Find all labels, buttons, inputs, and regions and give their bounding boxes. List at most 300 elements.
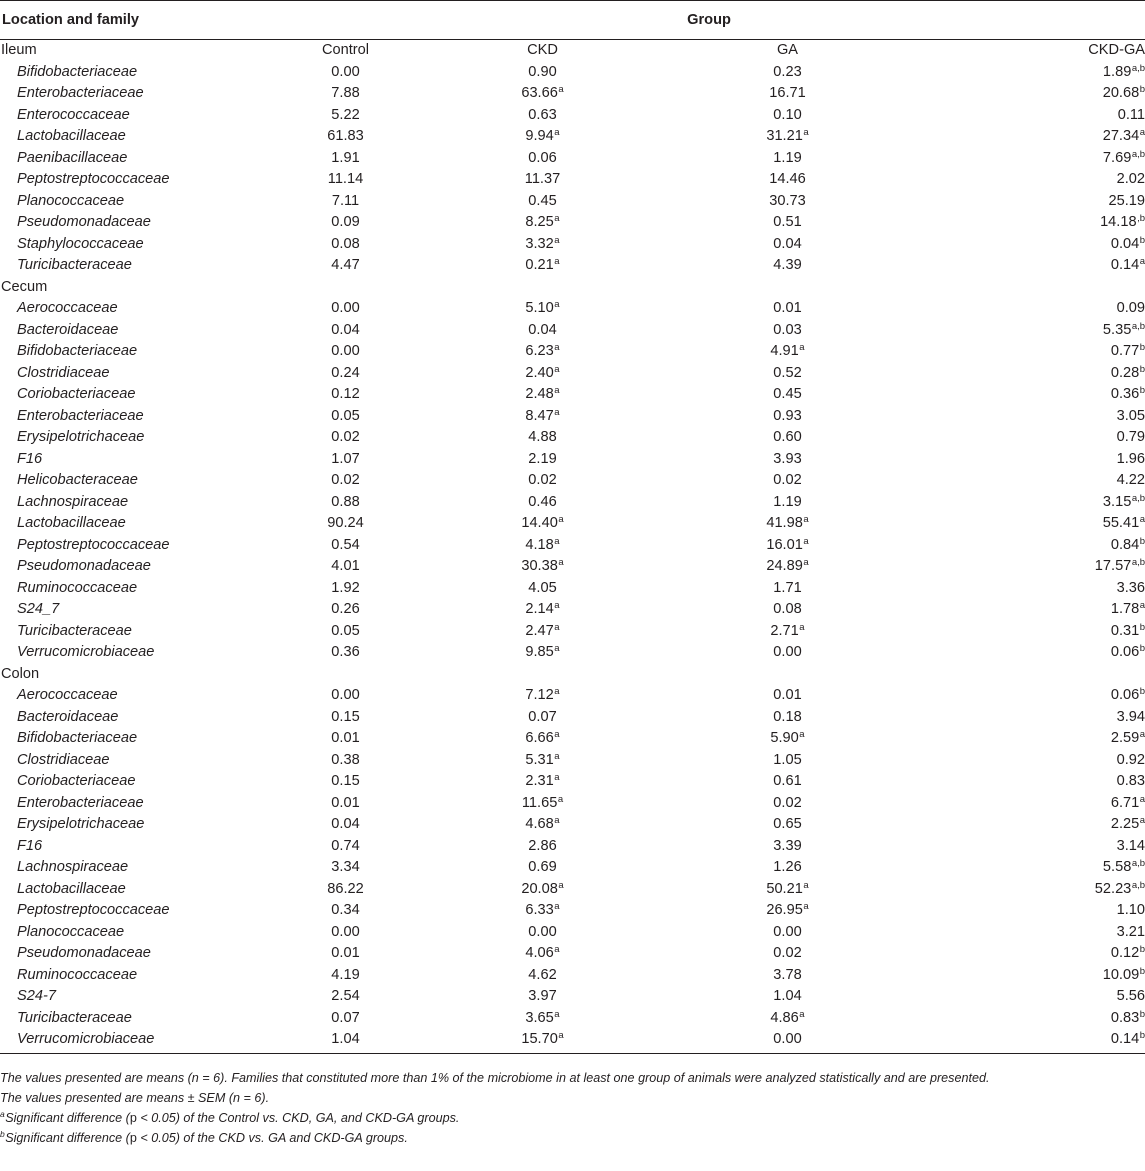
table-row (0, 126, 1145, 148)
value-ga (665, 126, 910, 148)
significance-marker: a (554, 901, 560, 912)
family-name: Turicibacteraceae (17, 622, 132, 639)
value-ckd (420, 771, 665, 793)
value-ga (665, 707, 910, 729)
value-ckd-ga (910, 470, 1145, 492)
value-number: 2.31 (525, 773, 554, 789)
value-number: 0.28 (1110, 364, 1140, 381)
value-number: 7.69 (1102, 149, 1132, 166)
significance-marker: a (558, 84, 564, 95)
value-number: 0.09 (331, 214, 360, 230)
value-number: 86.22 (327, 880, 364, 897)
significance-marker: a (554, 213, 560, 224)
value-ckd-ga (910, 191, 1145, 213)
table-row (0, 879, 1145, 901)
table-row (0, 384, 1145, 406)
value-ckd (420, 191, 665, 213)
value-ckd (420, 105, 665, 127)
value-number: 0.02 (331, 429, 360, 445)
significance-marker: b (1139, 965, 1145, 977)
value-ga (665, 1029, 910, 1054)
family-name: F16 (17, 837, 43, 854)
value-ckd-ga (910, 599, 1145, 621)
family-name: Bifidobacteriaceae (17, 63, 138, 80)
value-ga (665, 212, 910, 234)
value-number: 1.91 (331, 149, 360, 166)
table-row (0, 427, 1145, 449)
value-ckd-ga (910, 406, 1145, 428)
value-ckd-ga (910, 62, 1145, 84)
value-number: 3.32 (525, 235, 554, 252)
table-row (0, 535, 1145, 557)
value-ckd (420, 814, 665, 836)
value-number: 27.34 (1102, 128, 1140, 144)
value-number: 0.12 (1110, 945, 1140, 961)
significance-marker: b (1139, 342, 1145, 353)
value-ckd-ga (910, 900, 1145, 922)
footnote-b-p: p (129, 1131, 137, 1145)
value-number: 1.92 (331, 579, 360, 596)
value-control (271, 148, 420, 170)
value-control (271, 814, 420, 836)
value-number: 6.66 (525, 730, 554, 746)
significance-marker: b (1139, 84, 1145, 95)
value-number: 8.47 (525, 407, 554, 424)
value-ckd-ga (910, 793, 1145, 815)
value-number: 4.88 (528, 429, 557, 445)
significance-marker: a (554, 234, 560, 246)
value-number: 0.88 (331, 493, 360, 510)
value-ckd-ga (910, 148, 1145, 170)
table-row (0, 621, 1145, 643)
value-ckd-ga (910, 212, 1145, 234)
value-ga (665, 986, 910, 1008)
column-header-ckd (420, 277, 665, 299)
value-number: 4.01 (331, 558, 360, 574)
value-ckd (420, 341, 665, 363)
family-name: S24-7 (17, 988, 56, 1004)
value-number: 0.54 (331, 536, 360, 553)
value-number: 0.36 (1110, 386, 1140, 402)
significance-marker: a (554, 256, 560, 267)
significance-marker: a,b (1131, 492, 1145, 504)
significance-marker: a (558, 879, 564, 891)
family-name: Clostridiaceae (17, 364, 110, 381)
significance-marker: a (558, 557, 564, 568)
value-ckd (420, 857, 665, 879)
value-control (271, 513, 420, 535)
value-ga (665, 255, 910, 277)
value-ga (665, 62, 910, 84)
value-number: 7.11 (331, 192, 360, 209)
family-name: Staphylococcaceae (17, 235, 144, 252)
value-ga (665, 513, 910, 535)
table-row (0, 750, 1145, 772)
family-name: Pseudomonadaceae (17, 214, 151, 230)
value-ckd (420, 470, 665, 492)
value-number: 1.04 (331, 1031, 360, 1047)
value-number: 9.94 (525, 128, 554, 144)
value-control (271, 879, 420, 901)
significance-marker: a (554, 944, 560, 955)
table-row (0, 556, 1145, 578)
column-header-ckd-ga (910, 277, 1145, 299)
value-ckd-ga (910, 836, 1145, 858)
table-row (0, 685, 1145, 707)
value-ckd-ga (910, 642, 1145, 664)
value-ckd (420, 943, 665, 965)
value-ga (665, 900, 910, 922)
value-number: 41.98 (766, 515, 803, 531)
value-number: 0.45 (528, 192, 557, 209)
table-row (0, 105, 1145, 127)
significance-marker: a (803, 879, 809, 891)
value-number: 0.04 (773, 235, 802, 252)
value-number: 2.02 (1116, 171, 1145, 187)
family-name: Lactobacillaceae (17, 515, 126, 531)
value-control (271, 320, 420, 342)
value-control (271, 836, 420, 858)
significance-marker: a (554, 385, 560, 396)
value-ckd-ga (910, 427, 1145, 449)
table-row (0, 707, 1145, 729)
footnote-means: The values presented are means (n = 6). Families that constituted more than 1% of the microbiome in at least one group of animals were analyzed statistically and are presented. (0, 1071, 990, 1085)
value-number: 3.14 (1116, 837, 1145, 854)
value-control (271, 62, 420, 84)
value-ckd (420, 621, 665, 643)
value-number: 4.39 (773, 257, 802, 273)
significance-marker: a (1139, 793, 1145, 805)
value-ckd (420, 62, 665, 84)
column-header-ga (665, 664, 910, 686)
value-control (271, 621, 420, 643)
significance-marker: a (803, 535, 809, 547)
value-ga (665, 943, 910, 965)
column-header-ckd-ga: CKD-GA (1088, 42, 1145, 58)
value-number: 2.47 (525, 622, 554, 639)
table-footnotes (0, 1068, 1145, 1148)
value-ga (665, 449, 910, 471)
family-name: Ruminococcaceae (17, 579, 138, 596)
value-ga (665, 535, 910, 557)
table-row (0, 470, 1145, 492)
value-control (271, 126, 420, 148)
value-ga (665, 1008, 910, 1030)
value-ckd (420, 363, 665, 385)
significance-marker: a (558, 1030, 564, 1041)
family-name: Turicibacteraceae (17, 1009, 132, 1026)
group-header: Group (271, 1, 1145, 40)
family-name: Bacteroidaceae (17, 708, 119, 725)
value-ga (665, 105, 910, 127)
value-ga (665, 642, 910, 664)
significance-marker: a (799, 621, 805, 633)
value-number: 0.83 (1116, 773, 1145, 789)
table-row (0, 599, 1145, 621)
value-number: 90.24 (327, 515, 364, 531)
value-number: 0.04 (331, 816, 360, 832)
value-ga (665, 793, 910, 815)
table-row (0, 212, 1145, 234)
value-number: 14.46 (769, 171, 806, 187)
value-number: 0.00 (773, 923, 802, 940)
value-ckd (420, 427, 665, 449)
value-number: 4.06 (525, 945, 554, 961)
value-ckd-ga (910, 255, 1145, 277)
section-label: Colon (1, 665, 40, 682)
value-control (271, 212, 420, 234)
table-row (0, 492, 1145, 514)
significance-marker: b (1139, 643, 1145, 654)
family-name: Verrucomicrobiaceae (17, 644, 155, 660)
value-number: 2.40 (525, 364, 554, 381)
value-ckd (420, 320, 665, 342)
table-row (0, 449, 1145, 471)
value-control (271, 363, 420, 385)
significance-marker: a (1139, 127, 1145, 138)
value-number: 0.15 (331, 708, 360, 725)
significance-marker: a (554, 406, 560, 418)
column-header-control: Control (321, 42, 370, 58)
table-row (0, 298, 1145, 320)
family-name: Aerococcaceae (17, 300, 118, 316)
significance-marker: b (1139, 686, 1145, 697)
value-number: 14.40 (521, 515, 558, 531)
family-name: Enterobacteriaceae (17, 85, 144, 101)
value-ckd (420, 449, 665, 471)
value-ckd (420, 728, 665, 750)
value-number: 2.25 (1110, 816, 1140, 832)
value-ckd (420, 169, 665, 191)
value-number: 5.10 (525, 300, 554, 316)
value-ga (665, 320, 910, 342)
value-number: 5.56 (1116, 988, 1145, 1004)
family-name: Clostridiaceae (17, 751, 110, 768)
value-ga (665, 814, 910, 836)
family-name: Bifidobacteriaceae (17, 730, 138, 746)
value-ckd (420, 836, 665, 858)
value-number: 3.05 (1116, 407, 1145, 424)
value-control (271, 922, 420, 944)
value-ckd-ga (910, 943, 1145, 965)
value-control (271, 599, 420, 621)
value-ckd-ga (910, 879, 1145, 901)
value-ckd (420, 255, 665, 277)
value-number: 0.04 (528, 321, 557, 338)
significance-marker: a,b (1131, 557, 1145, 568)
value-number: 0.69 (528, 859, 557, 875)
significance-marker: a (554, 750, 560, 762)
table-row (0, 771, 1145, 793)
value-ckd-ga (910, 814, 1145, 836)
value-number: 4.86 (770, 1009, 799, 1026)
value-control (271, 642, 420, 664)
value-ga (665, 621, 910, 643)
value-number: 0.02 (331, 472, 360, 488)
value-number: 1.71 (773, 579, 802, 596)
value-number: 2.86 (528, 837, 557, 854)
value-number: 0.79 (1116, 429, 1145, 445)
value-ckd-ga (910, 621, 1145, 643)
value-ckd-ga (910, 707, 1145, 729)
value-number: 0.34 (331, 902, 360, 918)
value-ckd-ga (910, 1008, 1145, 1030)
value-ga (665, 685, 910, 707)
column-header-ga (665, 277, 910, 299)
value-ga (665, 556, 910, 578)
value-ckd (420, 406, 665, 428)
family-name: Enterobacteriaceae (17, 407, 144, 424)
significance-marker: a (554, 299, 560, 310)
significance-marker: a (554, 815, 560, 826)
family-name: Pseudomonadaceae (17, 558, 151, 574)
table-row (0, 320, 1145, 342)
value-ckd (420, 492, 665, 514)
value-number: 0.84 (1110, 536, 1140, 553)
significance-marker: a,b (1131, 320, 1145, 332)
table-row (0, 857, 1145, 879)
value-number: 3.15 (1102, 493, 1132, 510)
footnote-a-marker: a (0, 1109, 5, 1119)
value-number: 30.38 (521, 558, 558, 574)
value-ga (665, 384, 910, 406)
significance-marker: a (803, 127, 809, 138)
value-number: 25.19 (1108, 192, 1145, 209)
value-number: 3.21 (1116, 923, 1145, 940)
value-number: 2.14 (525, 601, 554, 617)
value-ckd (420, 707, 665, 729)
value-control (271, 728, 420, 750)
section-row-ileum (0, 40, 1145, 62)
value-number: 0.00 (331, 923, 360, 940)
value-ckd (420, 793, 665, 815)
table-row (0, 814, 1145, 836)
value-number: 2.54 (331, 988, 360, 1004)
value-ckd (420, 922, 665, 944)
value-ga (665, 470, 910, 492)
value-number: 5.90 (770, 730, 799, 746)
value-control (271, 384, 420, 406)
table-row (0, 836, 1145, 858)
significance-marker: a (554, 535, 560, 547)
table-row (0, 234, 1145, 256)
value-ga (665, 363, 910, 385)
value-ckd-ga (910, 169, 1145, 191)
value-ga (665, 492, 910, 514)
value-number: 0.77 (1110, 343, 1140, 359)
footnote-b-text-2: < 0.05) of the CKD vs. GA and CKD-GA groups. (136, 1131, 408, 1145)
value-number: 24.89 (766, 558, 803, 574)
family-name: Enterobacteriaceae (17, 794, 144, 811)
value-ckd (420, 535, 665, 557)
value-number: 4.22 (1116, 472, 1145, 488)
family-name: Bacteroidaceae (17, 321, 119, 338)
value-number: 0.38 (331, 751, 360, 768)
value-ga (665, 191, 910, 213)
value-number: 0.01 (331, 945, 360, 961)
value-number: 0.07 (331, 1009, 360, 1026)
value-number: 0.21 (525, 257, 554, 273)
value-number: 7.88 (331, 85, 360, 101)
value-number: 0.74 (331, 837, 360, 854)
value-number: 0.09 (1116, 300, 1145, 316)
value-number: 61.83 (327, 128, 364, 144)
value-ckd (420, 986, 665, 1008)
table-row (0, 191, 1145, 213)
value-number: 1.19 (773, 493, 802, 510)
value-number: 5.31 (525, 751, 554, 768)
value-number: 0.01 (331, 794, 360, 811)
value-ckd-ga (910, 105, 1145, 127)
value-ckd-ga (910, 363, 1145, 385)
family-name: Verrucomicrobiaceae (0, 1029, 271, 1054)
value-number: 0.01 (331, 730, 360, 746)
value-number: 17.57 (1094, 558, 1132, 574)
table-row (0, 986, 1145, 1008)
value-control (271, 943, 420, 965)
family-name: Planococcaceae (17, 192, 125, 209)
value-ckd-ga (910, 1029, 1145, 1054)
table-row (0, 363, 1145, 385)
value-control (271, 750, 420, 772)
table-row (0, 1008, 1145, 1030)
value-ckd (420, 965, 665, 987)
value-number: 0.03 (773, 321, 802, 338)
value-number: 26.95 (766, 902, 803, 918)
value-ckd-ga (910, 728, 1145, 750)
value-number: 5.22 (331, 106, 360, 123)
value-number: 4.18 (525, 536, 554, 553)
significance-marker: ,b (1137, 213, 1145, 224)
significance-marker: a (554, 621, 560, 633)
significance-marker: a (554, 729, 560, 740)
significance-marker: a,b (1131, 148, 1145, 160)
value-ga (665, 427, 910, 449)
table-row (0, 578, 1145, 600)
value-ga (665, 836, 910, 858)
value-number: 0.61 (773, 773, 802, 789)
table-row (0, 943, 1145, 965)
value-control (271, 900, 420, 922)
value-ckd-ga (910, 492, 1145, 514)
value-number: 0.04 (331, 321, 360, 338)
value-number: 0.93 (773, 407, 802, 424)
value-number: 0.01 (773, 687, 802, 703)
significance-marker: b (1139, 621, 1145, 633)
value-number: 0.05 (331, 622, 360, 639)
significance-marker: a (803, 901, 809, 912)
value-number: 0.00 (331, 687, 360, 703)
value-control (271, 191, 420, 213)
value-number: 55.41 (1102, 515, 1140, 531)
footnote-b-text-1: Significant difference ( (5, 1131, 130, 1145)
value-control (271, 771, 420, 793)
value-number: 11.37 (524, 171, 561, 187)
value-ga (665, 578, 910, 600)
family-name: Peptostreptococcaceae (17, 536, 170, 553)
section-row-cecum (0, 277, 1145, 299)
table-row (0, 62, 1145, 84)
value-ga (665, 771, 910, 793)
value-number: 3.93 (773, 450, 802, 467)
value-ckd-ga (910, 83, 1145, 105)
value-number: 0.06 (528, 149, 557, 166)
significance-marker: a (803, 557, 809, 568)
value-ckd (420, 556, 665, 578)
value-number: 0.05 (331, 407, 360, 424)
value-number: 3.36 (1116, 579, 1145, 596)
value-number: 1.04 (773, 988, 802, 1004)
